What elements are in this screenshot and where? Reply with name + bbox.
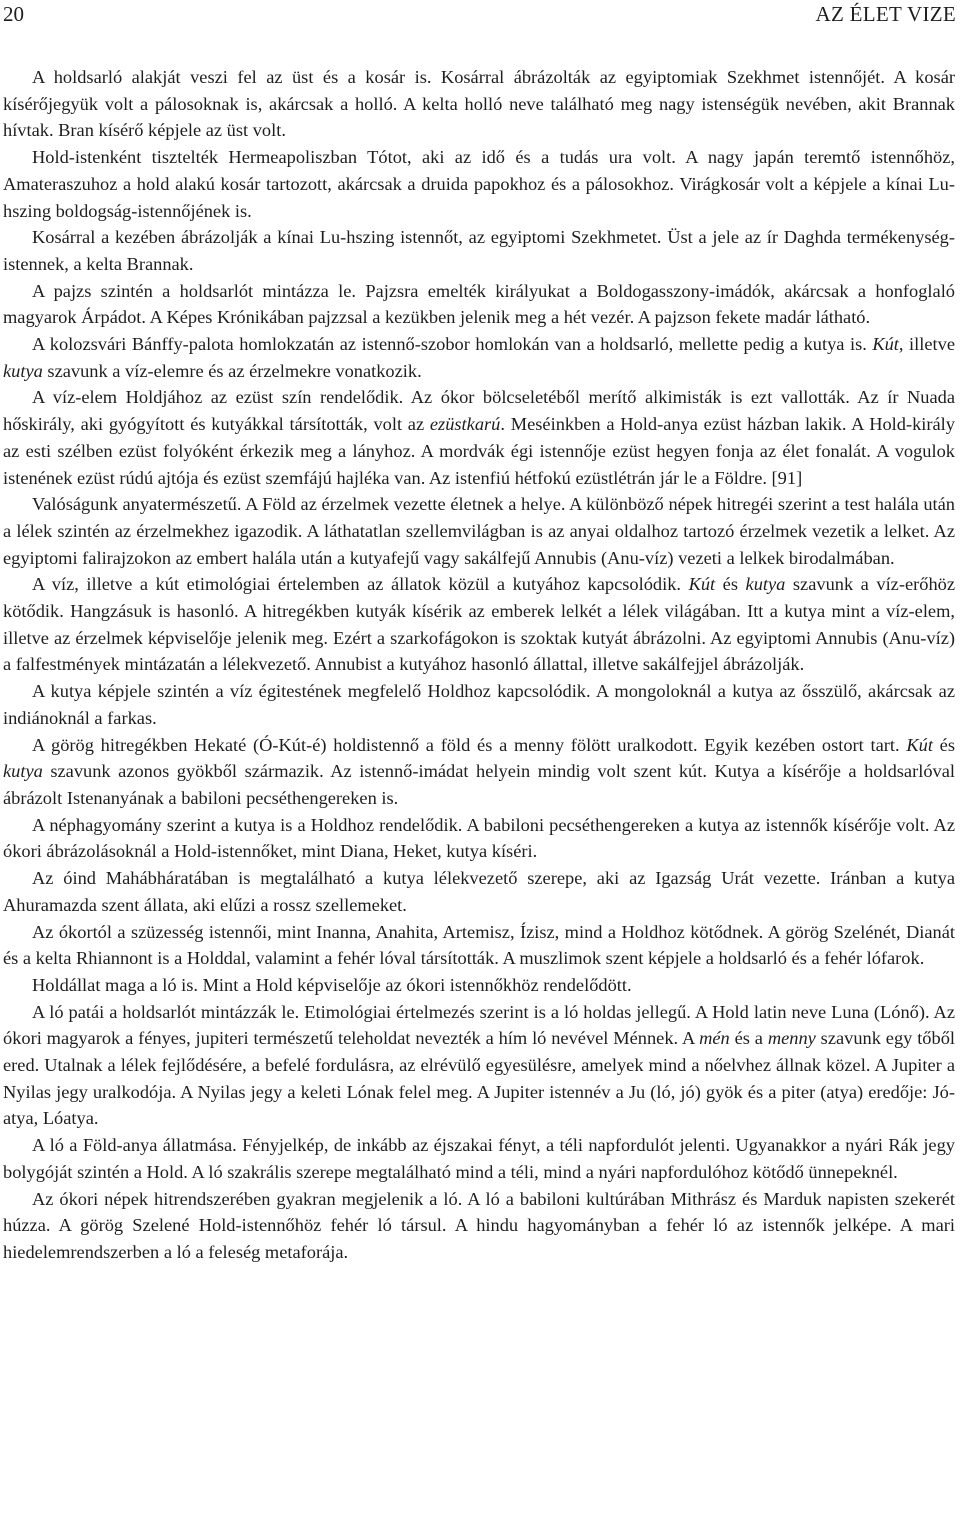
text-run: Az ókortól a szüzesség istennői, mint Inanna, Anahita, Artemisz, Ízisz, mind a Holdhoz kötődnek. A görög Szelénét, Dianát és a kelta Rhiannont is a Holddal, valamint a fehér lóval társították. A muszlimok szent képjele a holdsarló és a fehér lófarok. — [3, 921, 955, 969]
paragraph — [3, 678, 955, 731]
text-run: szavunk egy tőből ered. Utalnak a lélek fejlődésére, a befelé fordulásra, az elrévülő egyesülésre, amelyek mind a nőelvhez állnak közel. A Jupiter a Nyilas jegy uralkodója. A Nyilas jegy a keleti Lónak felel meg. A Jupiter istennév a Ju (ló, jó) gyök és a piter (atya) eredője: Jó-atya, Lóatya. — [3, 1028, 956, 1129]
text-run: A ló patái a holdsarlót mintázzák le. Etimológiai értelmezés szerint is a ló holdas jellegű. A Hold latin neve Luna (Lónő). Az ókori magyarok a fényes, jupiteri természetű teleholdat nevezték a hím ló nevével Ménnek. A — [3, 1001, 955, 1049]
text-run: Holdállat maga a ló is. Mint a Hold képviselője az ókori istennőkhöz rendelődött. — [32, 974, 632, 995]
text-run: Az óind Mahábháratában is megtalálható a kutya lélekvezető szerepe, aki az Igazság Urát vezette. Iránban a kutya Ahuramazda szent állata, aki elűzi a rossz szellemeket. — [3, 868, 955, 915]
page-header — [0, 0, 960, 28]
text-run: Az ókori népek hitrendszerében gyakran megjelenik a ló. A ló a babiloni kultúrában Mithrász és Marduk napisten szekerét húzza. A görög Szelené Hold-istennőhöz fehér ló társul. A hindu hagyományban a fehér ló az istennők jelképe. A mari hiedelemrendszerben a ló a feleség metaforája. — [3, 1188, 955, 1262]
paragraph — [3, 571, 955, 678]
paragraph — [3, 491, 955, 571]
text-run: A pajzs szintén a holdsarlót mintázza le. Pajzsra emelték királyukat a Boldogasszony-imádók, akárcsak a honfoglaló magyarok Árpádot. A Képes Krónikában pajzzsal a kezükben jelenik meg a hét vezér. A pajzson fekete madár látható. — [3, 280, 955, 328]
paragraph — [3, 224, 955, 277]
text-run: Hold-istenként tisztelték Hermeapoliszban Tótot, aki az idő és a tudás ura volt. A nagy japán teremtő istennőhöz, Amateraszuhoz a hold alakú kosár tartozott, akárcsak a druida papokhoz és a pálosokhoz. Virágkosár volt a képjele a kínai Lu-hszing boldogság-istennőjének is. — [3, 147, 955, 221]
body-text — [3, 64, 955, 1266]
paragraph — [3, 384, 955, 491]
italic-term: ezüstkarú — [429, 414, 501, 435]
paragraph — [3, 331, 955, 384]
paragraph — [3, 278, 955, 331]
italic-term: menny — [767, 1028, 816, 1049]
paragraph — [3, 812, 955, 865]
text-run: A holdsarló alakját veszi fel az üst és a kosár is. Kosárral ábrázolták az egyiptomiak Szekhmet istennőjét. A kosár kísérőjegyük volt a pálosoknak is, akárcsak a holló. A kelta holló neve található meg nagy istenségük nevében, akit Brannak hívtak. Bran kísérő képjele az üst volt. — [3, 67, 955, 141]
text-run: szavunk a víz-elemre és az érzelmekre vonatkozik. — [42, 360, 422, 381]
text-run: és a — [729, 1028, 768, 1049]
paragraph — [3, 1132, 955, 1185]
paragraph — [3, 972, 955, 999]
text-run: és — [932, 734, 956, 755]
italic-term: Kút — [688, 574, 716, 595]
text-run: szavunk azonos gyökből származik. Az istennő-imádat helyein mindig volt szent kút. Kutya a kísérője a holdsarlóval ábrázolt Istenanyának a babiloni pecséthengereken is. — [3, 761, 955, 808]
paragraph — [3, 732, 955, 812]
paragraph — [3, 999, 955, 1133]
paragraph — [3, 919, 955, 972]
text-run: , illetve — [898, 334, 955, 355]
running-title: AZ ÉLET VIZE — [815, 2, 956, 26]
page-number: 20 — [3, 2, 24, 26]
italic-term: kutya — [3, 761, 43, 782]
text-run: és — [715, 574, 746, 595]
italic-term: Kút — [872, 334, 899, 355]
text-run: . Meséinkben a Hold-anya ezüst házban lakik. A Hold-király az esti szélben ezüst folyóként érkezik meg a lányhoz. A mordvák égi istennője ezüst hegyen fonja az élet fonalát. A vogulok istenének ezüst rúdú ajtója és ezüst szemfájú hajléka van. Az istenfiú hétfokú ezüstlétrán jár le a Földre. [91] — [3, 414, 955, 488]
paragraph — [3, 64, 955, 144]
paragraph — [3, 144, 955, 224]
text-run: A ló a Föld-anya állatmása. Fényjelkép, de inkább az éjszakai fényt, a téli napfordulót jelenti. Ugyanakkor a nyári Rák jegy bolygóját szintén a Hold. A ló szakrális szerepe megtalálható mind a téli, mind a nyári napfordulóhoz kötődő ünnepeknél. — [3, 1135, 955, 1182]
text-run: A víz, illetve a kút etimológiai értelemben az állatok közül a kutyához kapcsolódik. — [32, 574, 689, 595]
italic-term: kutya — [745, 574, 786, 595]
text-run: A görög hitregékben Hekaté (Ó-Kút-é) holdistennő a föld és a menny fölött uralkodott. Egyik kezében ostort tart. — [32, 734, 907, 755]
italic-term: kutya — [3, 360, 43, 381]
paragraph — [3, 865, 955, 918]
text-run: Valóságunk anyatermészetű. A Föld az érzelmek vezette életnek a helye. A különböző népek hitregéi szerint a test halála után a lélek szintén az érzelmekhez igazodik. A láthatatlan szellemvilágban is az anyai oldalhoz tartozó érzelmek vezetik a lelket. Az egyiptomi falirajzokon az embert halála után a kutyafejű vagy sakálfejű Annubis (Anu-víz) vezeti a lelkek birodalmában. — [3, 494, 955, 568]
paragraph — [3, 1186, 955, 1266]
italic-term: mén — [699, 1028, 730, 1049]
text-run: A víz-elem Holdjához az ezüst szín rendelődik. Az ókor bölcseletéből merítő alkimisták is ezt vallották. Az ír Nuada hőskirály, aki gyógyított és kutyákkal társították, volt az — [3, 387, 955, 435]
text-run: A kutya képjele szintén a víz égitestének megfelelő Holdhoz kapcsolódik. A mongoloknál a kutya az ősszülő, akárcsak az indiánoknál a farkas. — [3, 681, 955, 728]
text-run: szavunk a víz-erőhöz kötődik. Hangzásuk is hasonló. A hitregékben kutyák kísérik az emberek lelkét a lélek világában. Itt a kutya mint a víz-elem, illetve az érzelmek képviselője jelenik meg. Ezért a szarkofágokon is szoktak kutyát ábrázolni. Az egyiptomi Annubis (Anu-víz) a falfestmények mintázatán a lélekvezető. Annubist a kutyához hasonló állattal, illetve sakálfejjel ábrázolják. — [3, 574, 956, 675]
text-run: A kolozsvári Bánffy-palota homlokzatán az istennő-szobor homlokán van a holdsarló, mellette pedig a kutya is. — [32, 334, 873, 355]
text-run: A néphagyomány szerint a kutya is a Holdhoz rendelődik. A babiloni pecséthengereken a kutya az istennők kísérője volt. Az ókori ábrázolásoknál a Hold-istennőket, mint Diana, Heket, kutya kíséri. — [3, 814, 955, 862]
text-run: Kosárral a kezében ábrázolják a kínai Lu-hszing istennőt, az egyiptomi Szekhmetet. Üst a jele az ír Daghda termékenység-istennek, a kelta Brannak. — [3, 227, 955, 274]
italic-term: Kút — [906, 734, 933, 755]
